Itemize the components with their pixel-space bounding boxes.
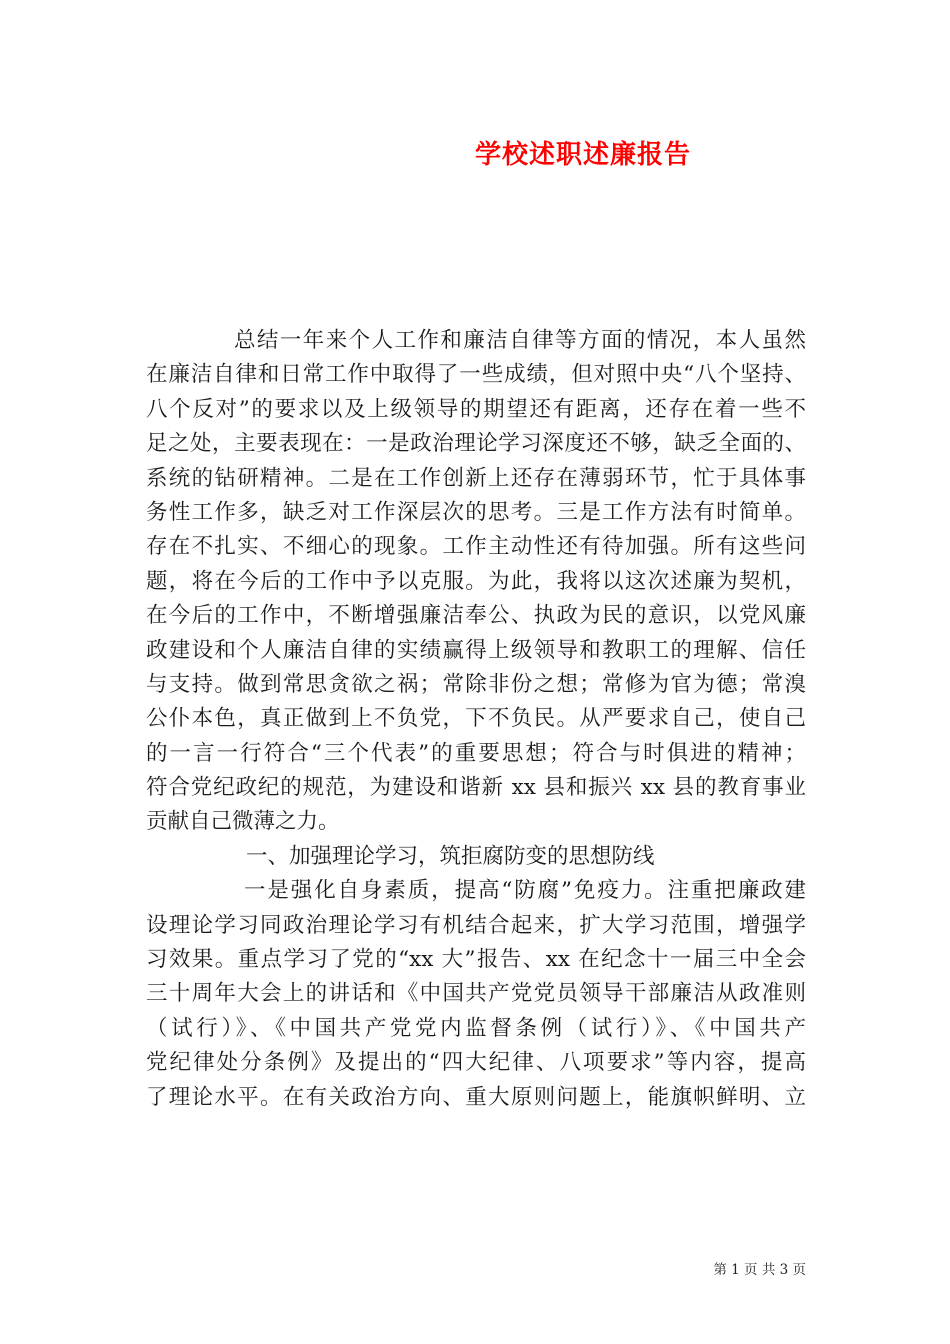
- paragraph-line: 足之处，主要表现在：一是政治理论学习深度还不够，缺乏全面的、: [146, 431, 806, 457]
- page-number: 第 1 页 共 3 页: [713, 1262, 806, 1278]
- paragraph-line: 公仆本色，真正做到上不负党，下不负民。从严要求自己，使自己: [146, 706, 806, 732]
- paragraph-line: 务性工作多，缺乏对工作深层次的思考。三是工作方法有时简单。: [146, 499, 806, 525]
- paragraph-line: （试行）》、《中国共产党党内监督条例（试行）》、《中国共产: [146, 1015, 806, 1041]
- paragraph-line: 三十周年大会上的讲话和《中国共产党党员领导干部廉洁从政准则: [146, 981, 806, 1007]
- paragraph-line: 符合党纪政纪的规范，为建设和谐新 xx 县和振兴 xx 县的教育事业: [146, 775, 806, 801]
- paragraph-line: 系统的钻研精神。二是在工作创新上还存在薄弱环节，忙于具体事: [146, 465, 806, 491]
- paragraph-line: 存在不扎实、不细心的现象。工作主动性还有待加强。所有这些问: [146, 534, 806, 560]
- paragraph-line: 党纪律处分条例》及提出的“四大纪律、八项要求”等内容，提高: [146, 1050, 806, 1076]
- paragraph-line: 设理论学习同政治理论学习有机结合起来，扩大学习范围，增强学: [146, 912, 806, 938]
- paragraph-line: 了理论水平。在有关政治方向、重大原则问题上，能旗帜鲜明、立: [146, 1084, 806, 1110]
- document-body: [146, 324, 806, 1115]
- paragraph-line: 八个反对”的要求以及上级领导的期望还有距离，还存在着一些不: [146, 396, 806, 422]
- paragraph-line: 与支持。做到常思贪欲之祸；常除非份之想；常修为官为德；常溴: [146, 671, 806, 697]
- paragraph-line: 一是强化自身素质，提高“防腐”免疫力。注重把廉政建: [244, 878, 806, 904]
- paragraph-line: 贡献自己微薄之力。: [146, 809, 340, 835]
- section-heading: 一、加强理论学习，筑拒腐防变的思想防线: [246, 843, 655, 869]
- paragraph-line: 在今后的工作中，不断增强廉洁奉公、执政为民的意识，以党风廉: [146, 603, 806, 629]
- paragraph-line: 政建设和个人廉洁自律的实绩赢得上级领导和教职工的理解、信任: [146, 637, 806, 663]
- paragraph-line: 题，将在今后的工作中予以克服。为此，我将以这次述廉为契机，: [146, 568, 806, 594]
- paragraph-line: 总结一年来个人工作和廉洁自律等方面的情况，本人虽然: [234, 328, 806, 353]
- paragraph-line: 在廉洁自律和日常工作中取得了一些成绩，但对照中央“八个坚持、: [146, 362, 806, 388]
- document-title: 学校述职述廉报告: [474, 140, 691, 170]
- paragraph-line: 的一言一行符合“三个代表”的重要思想；符合与时俱进的精神；: [146, 740, 806, 766]
- paragraph-line: 习效果。重点学习了党的“xx 大”报告、xx 在纪念十一届三中全会: [146, 947, 806, 973]
